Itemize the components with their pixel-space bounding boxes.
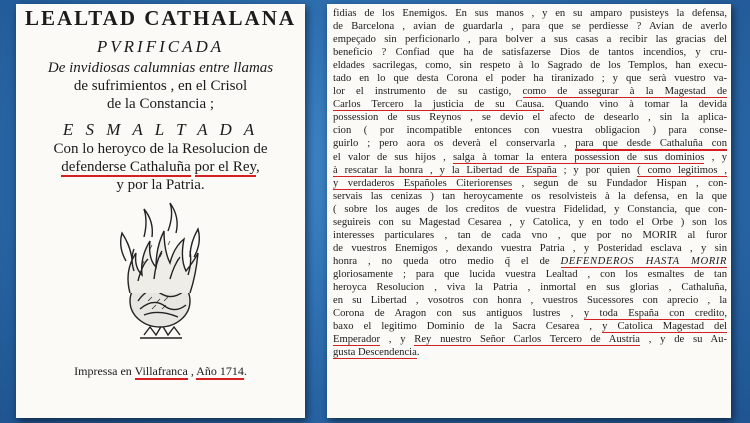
text-segment: el valor de sus hijos , bbox=[333, 151, 454, 163]
underlined-por-el-rey: por el Rey bbox=[194, 159, 257, 175]
text-line: cion ( por incompatible entonces con vuestra obligacion ) para conse- bbox=[333, 125, 727, 137]
imprint-period: . bbox=[243, 364, 247, 378]
text-line bbox=[333, 98, 727, 111]
title-line-8 bbox=[16, 159, 305, 176]
text-segment: , y de su Au- bbox=[640, 334, 727, 346]
underlined-text: DEFENDEROS HASTA MORIR bbox=[560, 255, 727, 267]
text-line: ( sobre los auges de los creditos de vuestra Fidelidad, y Constancia, que con- bbox=[333, 203, 727, 215]
text-line bbox=[333, 177, 727, 190]
text-line bbox=[333, 85, 727, 98]
text-line: de vuestros Enemigos , dexando vuestra Patria , y Posteridad esclava , y sin bbox=[333, 242, 727, 254]
text-segment: ; y por quien bbox=[556, 164, 638, 176]
text-line bbox=[333, 137, 727, 150]
title-line-4: de sufrimientos , en el Crisol bbox=[73, 78, 248, 94]
title-comma: , bbox=[256, 159, 260, 175]
text-segment: , y bbox=[380, 334, 415, 346]
text-line: fidias de los Enemigos. En sus manos , y en su amparo pusisteys la defensa, bbox=[333, 8, 727, 19]
text-line: gloriosamente ; para que lucida vuestra Lealtad , con los esmaltes de tan bbox=[333, 268, 727, 280]
title-line-5: de la Constancia ; bbox=[106, 96, 215, 112]
underlined-text: à rescatar la honra bbox=[333, 164, 424, 176]
text-line bbox=[333, 164, 727, 177]
underlined-text: ( como legitimos , bbox=[637, 164, 727, 176]
text-line bbox=[333, 346, 727, 359]
title-page bbox=[16, 4, 305, 418]
text-line: interesses particulares , tan de cada vno , que por no MORIR al furor bbox=[333, 229, 727, 241]
imprint-place: Villafranca bbox=[134, 364, 188, 378]
book-subtitle: PVRIFICADA bbox=[96, 37, 225, 56]
title-line-7: Con lo heroyco de la Resolucion de bbox=[53, 141, 268, 157]
text-line bbox=[333, 333, 727, 346]
underlined-text: Rey nuestro Señor Carlos Tercero de Austria bbox=[414, 334, 640, 346]
text-line: possession de sus Reynos , se devio el afecto de desearlo , sin la aplica- bbox=[333, 112, 727, 124]
phoenix-flame-emblem-icon bbox=[104, 201, 216, 341]
imprint-sep: , bbox=[187, 364, 197, 378]
text-line bbox=[333, 307, 727, 320]
text-line: tado en lo que desta Corona el poder ha tiranizado ; y que serà vuestro va- bbox=[333, 73, 727, 85]
text-segment: honra , no queda otro medio q̃ el de bbox=[333, 255, 561, 267]
underlined-text: para que desde Cathaluña con bbox=[575, 138, 727, 150]
text-segment: baxo el legitimo Dominio de la Sacra Cesarea , bbox=[333, 321, 603, 333]
text-segment: Corona de Aragon con sus antiguos lustres , bbox=[333, 308, 584, 320]
text-line: seguireis con su Magestad Cesarea , y Catolica, y en todo el Orbe ) son los bbox=[333, 216, 727, 228]
text-line: en su Libertad , vosotros con honra , vuestros Sucessores con aprecio , la bbox=[333, 295, 727, 307]
underlined-defenderse: defenderse Cathaluña bbox=[61, 159, 191, 175]
underlined-text: y toda España con credito bbox=[583, 308, 725, 320]
text-line bbox=[333, 151, 727, 164]
text-segment: Quando vino à tomar la devida bbox=[544, 99, 727, 111]
book-title: LEALTAD CATHALANA bbox=[24, 6, 297, 30]
text-line: beneficio ? Confiad que ha de satisfazerse Dios de tantos incendios, y cru- bbox=[333, 47, 727, 59]
text-line: heroyca Resolucion , viva la Patria , inmortal en sus glorias , Cathaluña, bbox=[333, 281, 727, 293]
text-segment: lor el instrumento de su castigo, bbox=[333, 86, 523, 98]
imprint-line bbox=[16, 364, 305, 379]
underlined-text: Carlos Tercero la justicia de su Causa. bbox=[333, 99, 545, 111]
text-segment: , segun de su Fundador Hispan , con- bbox=[512, 177, 727, 189]
text-line bbox=[333, 320, 727, 333]
text-page bbox=[327, 4, 731, 418]
text-segment: guirlo ; pero aora os deverà el conservarla , bbox=[333, 138, 576, 150]
text-segment: , y bbox=[704, 151, 727, 163]
text-line: eldades sacrilegas, como, sin respeto à lo Sagrado de los Templos, han execu- bbox=[333, 60, 727, 72]
imprint-prefix: Impressa en bbox=[74, 364, 135, 378]
text-line: de Barcelona , avian de guardarla , para que se perdiesse ? Avian de averlo bbox=[333, 21, 727, 33]
imprint-year: Año 1714 bbox=[196, 364, 244, 378]
text-line bbox=[333, 255, 727, 268]
title-line-3: De invidiosas calumnias entre llamas bbox=[47, 60, 274, 76]
underlined-text: y verdaderos Españoles Citeriorenses bbox=[333, 177, 513, 189]
text-line: servais las cenizas ) tan heroycamente os resolvisteis à la defensa, en la que bbox=[333, 190, 727, 202]
underlined-text: , y la Libertad de España bbox=[423, 164, 557, 176]
underlined-text: y Catolica Magestad del bbox=[602, 321, 727, 333]
text-body bbox=[333, 7, 727, 359]
title-line-9: y por la Patria. bbox=[116, 177, 205, 193]
underlined-text: Emperador bbox=[333, 334, 381, 346]
underlined-text: salga à tomar la entera possession de sus dominios bbox=[453, 151, 705, 163]
underlined-text: gusta Descendencia bbox=[333, 347, 417, 359]
text-line: empeçado sin perficionarlo , para bolver a sus casas a recibir las gracias del bbox=[333, 34, 727, 46]
underlined-text: como de assegurar à la Magestad de bbox=[522, 86, 727, 98]
text-segment: . bbox=[416, 347, 420, 359]
title-esmaltada: E S M A L T A D A bbox=[62, 120, 259, 139]
text-segment: , bbox=[724, 308, 727, 320]
